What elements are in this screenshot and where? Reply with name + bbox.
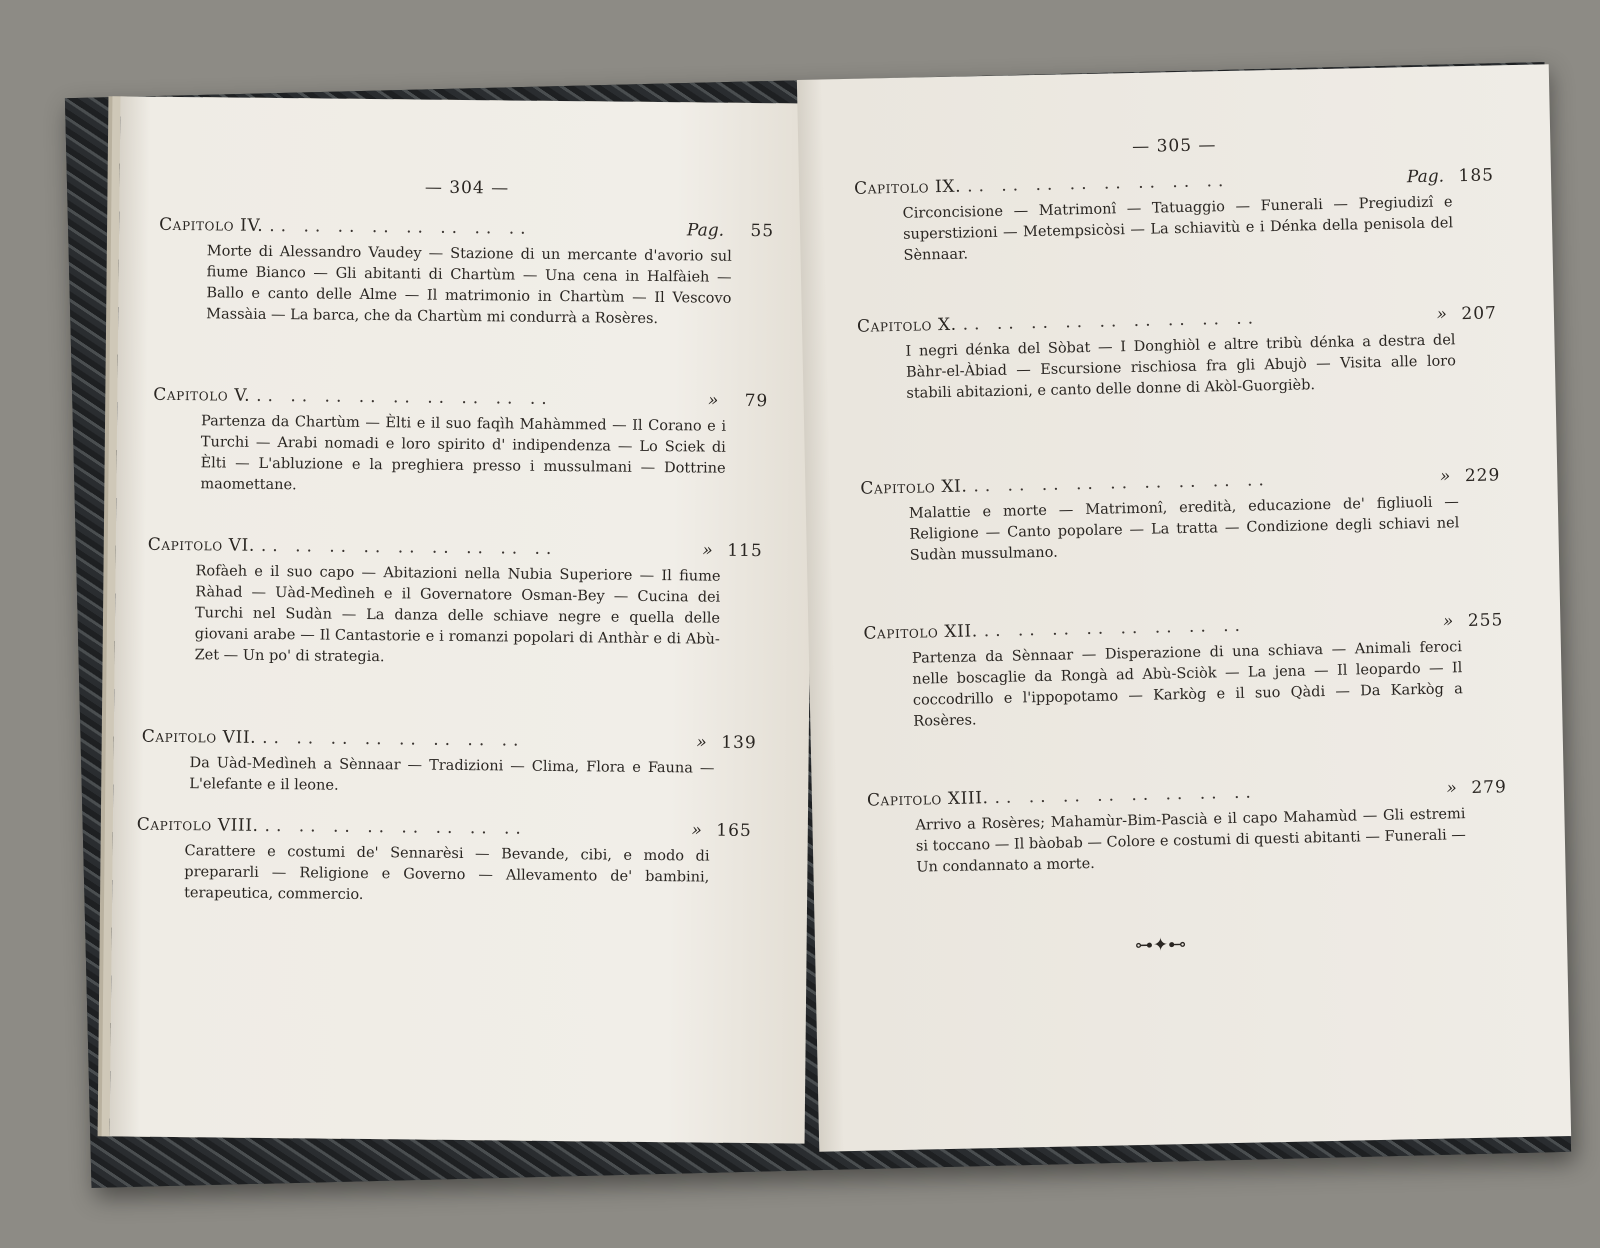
chapter-page-number: 115 <box>727 540 763 562</box>
leader-dots: .. .. .. .. .. .. .. .. <box>983 615 1247 642</box>
toc-entry <box>854 165 1496 267</box>
chapter-title: Capitolo VIII. <box>136 814 259 836</box>
page-number: — 304 — <box>424 177 510 199</box>
chapter-summary: Rofàeh e il suo capo — Abitazioni nella Nubia Superiore — Il fiume Ràhad — Uàd-Medìneh e il Governatore Osman-Bey — Cucina dei Turchi nel Sudàn — La danza delle schiave negre e quella delle giovani arabe — Il Cantastorie e i romanzi popolari di Anthàr e di Abù-Zet — Un po' di strategia. <box>194 563 721 666</box>
fleuron-ornament: ⊶✦⊷ <box>1134 934 1187 957</box>
page-marker: » <box>1436 304 1448 325</box>
toc-entry <box>147 535 763 672</box>
chapter-summary: Malattie e morte — Matrimonî, eredità, educazione de' figliuoli — Religione — Canto popolare — La tratta — Condizione degli schiavi nel Sudàn mussulmano. <box>908 494 1460 564</box>
leader-dots: .. .. .. .. .. .. .. .. <box>264 815 528 839</box>
page-marker: » <box>1442 611 1454 632</box>
leader-dots: .. .. .. .. .. .. .. .. .. <box>260 535 558 559</box>
leader-dots: .. .. .. .. .. .. .. .. <box>994 782 1257 809</box>
page-number: — 305 — <box>1131 135 1217 157</box>
chapter-summary: Partenza da Chartùm — Èlti e il suo faqìh Mahàmmed — Il Corano e i Turchi — Arabi nomadi e loro spirito d' indipendenza — Lo Sciek di Èlti — L'abluzione e la preghiera presso i mussulmani — Dottrine maomettane. <box>200 413 727 494</box>
chapter-page-number: 165 <box>716 820 752 842</box>
chapter-title: Capitolo X. <box>856 314 957 337</box>
chapter-title: Capitolo V. <box>153 384 251 406</box>
leader-dots: .. .. .. .. .. .. .. .. .. <box>973 470 1271 497</box>
chapter-title: Capitolo IV. <box>159 214 264 236</box>
leader-dots: .. .. .. .. .. .. .. .. .. <box>962 308 1260 335</box>
toc-entry <box>158 215 774 331</box>
toc-entry <box>867 777 1509 879</box>
leader-dots: .. .. .. .. .. .. .. .. <box>966 170 1230 197</box>
chapter-page-number: 79 <box>744 390 769 412</box>
chapter-page-number: 139 <box>721 732 757 754</box>
toc-entry <box>857 303 1499 405</box>
toc-entry <box>860 465 1502 567</box>
chapter-title: Capitolo XII. <box>863 621 978 644</box>
chapter-title: Capitolo XIII. <box>866 788 989 811</box>
toc-entry <box>141 727 757 801</box>
chapter-page-number: 55 <box>750 220 775 242</box>
page-marker: » <box>696 732 707 753</box>
page-marker: » <box>691 820 702 841</box>
chapter-summary: Carattere e costumi de' Sennarèsi — Bevande, cibi, e modo di prepararli — Religione e Governo — Allevamento de' bambini, terapeutica, commercio. <box>184 843 710 903</box>
chapter-summary: Circoncisione — Matrimonî — Tatuaggio — Funerali — Pregiudizî e superstizioni — Metempsicòsi — La schiavitù e i Dénka della penisola del Sènnaar. <box>902 194 1454 264</box>
chapter-summary: I negri dénka del Sòbat — I Donghiòl e altre tribù dénka a destra del Bàhr-el-Àbiad — Escursione rischiosa fra gli Abujò — Visita alle loro stabili abitazioni, e canto delle donne di Akòl-Guorgièb. <box>905 332 1457 402</box>
page-marker: Pag. <box>1406 166 1445 188</box>
leader-dots: .. .. .. .. .. .. .. .. <box>262 727 525 751</box>
page-marker: » <box>1446 778 1458 799</box>
toc-entry <box>136 815 752 910</box>
chapter-page-number: 279 <box>1471 777 1508 799</box>
page-marker: Pag. <box>686 220 725 241</box>
chapter-title: Capitolo IX. <box>853 176 962 199</box>
page-marker: » <box>702 540 713 561</box>
leader-dots: .. .. .. .. .. .. .. .. <box>269 215 532 239</box>
left-page <box>110 96 816 1143</box>
chapter-page-number: 185 <box>1458 165 1495 187</box>
toc-entry <box>863 610 1505 733</box>
page-marker: » <box>1439 466 1451 487</box>
chapter-page-number: 255 <box>1467 610 1504 632</box>
chapter-page-number: 207 <box>1461 303 1498 325</box>
chapter-title: Capitolo VI. <box>147 534 256 556</box>
chapter-summary: Morte di Alessandro Vaudey — Stazione di un mercante d'avorio sul fiume Bianco — Gli abitanti di Chartùm — Una cena in Halfàieh — Ballo e canto delle Alme — Il matrimonio in Chartùm — Il Vescovo Massàia — La barca, che da Chartùm mi condurrà a Rosères. <box>206 243 732 328</box>
toc-entry <box>152 385 768 501</box>
leader-dots: .. .. .. .. .. .. .. .. .. <box>256 385 553 409</box>
chapter-summary: Partenza da Sènnaar — Disperazione di una schiava — Animali feroci nelle boscaglie da Rongà ad Abù-Sciòk — La jena — Il leopardo — Il coccodrillo e l'ippopotamo — Karkòg e il suo Qàdi — Da Karkòg a Rosères. <box>911 639 1463 730</box>
chapter-page-number: 229 <box>1464 465 1501 487</box>
page-marker: » <box>707 390 719 411</box>
chapter-title: Capitolo VII. <box>141 726 257 748</box>
chapter-summary: Da Uàd-Medìneh a Sènnaar — Tradizioni — Clima, Flora e Fauna — L'elefante e il leone. <box>189 755 715 794</box>
chapter-title: Capitolo XI. <box>860 476 968 499</box>
right-page <box>797 64 1571 1152</box>
chapter-summary: Arrivo a Rosères; Mahamùr-Bim-Pascià e il capo Mahamùd — Gli estremi si toccano — Il bàobab — Colore e costumi di questi abitanti — Funerali — Un condannato a morte. <box>915 806 1466 876</box>
